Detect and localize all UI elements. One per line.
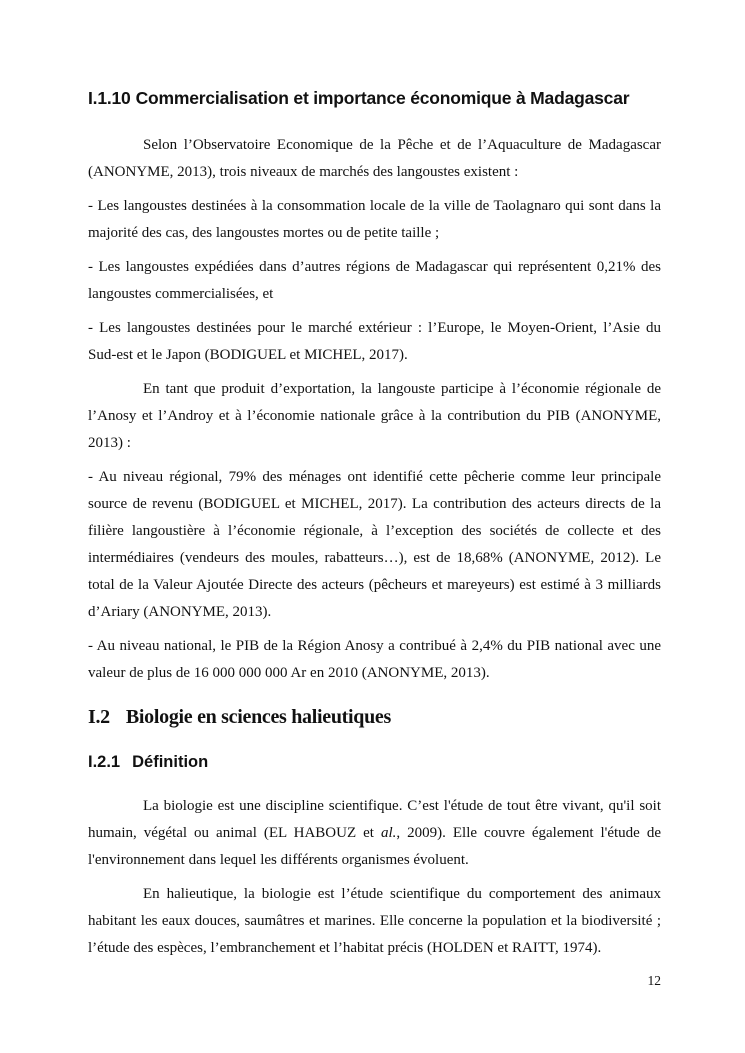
paragraph-biologie-definition <box>88 793 661 874</box>
paragraph-marches-intro: Selon l’Observatoire Economique de la Pêche et de l’Aquaculture de Madagascar (ANONYME, 2013), trois niveaux de marchés des langoustes existent : <box>88 137 661 180</box>
paragraph-marche-local: - Les langoustes destinées à la consommation locale de la ville de Taolagnaro qui sont dans la majorité des cas, des langoustes mortes ou de petite taille ; <box>88 198 661 241</box>
paragraph-niveau-regional: - Au niveau régional, 79% des ménages ont identifié cette pêcherie comme leur principale source de revenu (BODIGUEL et MICHEL, 2017). La contribution des acteurs directs de la filière langoustière à l’économie régionale, à l’exception des sociétés de collecte et des intermédiaires (vendeurs des moules, rabatteurs…), est de 18,68% (ANONYME, 2012). Le total de la Valeur Ajoutée Directe des acteurs (pêcheurs et mareyeurs) est estimé à 3 milliards d’Ariary (ANONYME, 2013). <box>88 469 661 620</box>
heading-number: I.2 <box>88 706 110 728</box>
paragraph-niveau-national: - Au niveau national, le PIB de la Région Anosy a contribué à 2,4% du PIB national avec une valeur de plus de 16 000 000 000 Ar en 2010 (ANONYME, 2013). <box>88 638 661 681</box>
page-number: 12 <box>647 973 661 988</box>
paragraph-halieutique: En halieutique, la biologie est l’étude scientifique du comportement des animaux habitant les eaux douces, saumâtres et marines. Elle concerne la population et la biodiversité ; l’étude des espèces, l’embranchement et l’habitat précis (HOLDEN et RAITT, 1974). <box>88 886 661 956</box>
heading-title: Biologie en sciences halieutiques <box>125 706 391 728</box>
heading-title: Commercialisation et importance économique à Madagascar <box>135 88 630 108</box>
heading-title: Définition <box>132 753 209 771</box>
paragraph-exportation: En tant que produit d’exportation, la langouste participe à l’économie régionale de l’Anosy et l’Androy et à l’économie nationale grâce à la contribution du PIB (ANONYME, 2013) : <box>88 381 661 451</box>
paragraph-marche-regions: - Les langoustes expédiées dans d’autres régions de Madagascar qui représentent 0,21% des langoustes commercialisées, et <box>88 259 661 302</box>
heading-number: I.2.1 <box>88 753 121 771</box>
heading-number: I.1.10 <box>88 88 131 108</box>
section-heading-definition <box>88 751 661 773</box>
section-heading-biologie <box>88 703 661 731</box>
paragraph-text-italic: al. <box>380 825 397 841</box>
page-footer <box>88 972 661 990</box>
section-heading-commercialisation <box>88 86 661 110</box>
paragraph-text: La biologie est une discipline scientifique. C’est l'étude de tout être vivant, qu'il soit humain, végétal ou animal (EL HABOUZ et <box>88 798 661 841</box>
paragraph-marche-exterieur: - Les langoustes destinées pour le marché extérieur : l’Europe, le Moyen-Orient, l’Asie du Sud-est et le Japon (BODIGUEL et MICHEL, 2017). <box>88 320 661 363</box>
paragraph-text: , 2009). Elle couvre également l'étude de l'environnement dans lequel les différents organismes évoluent. <box>88 825 661 868</box>
